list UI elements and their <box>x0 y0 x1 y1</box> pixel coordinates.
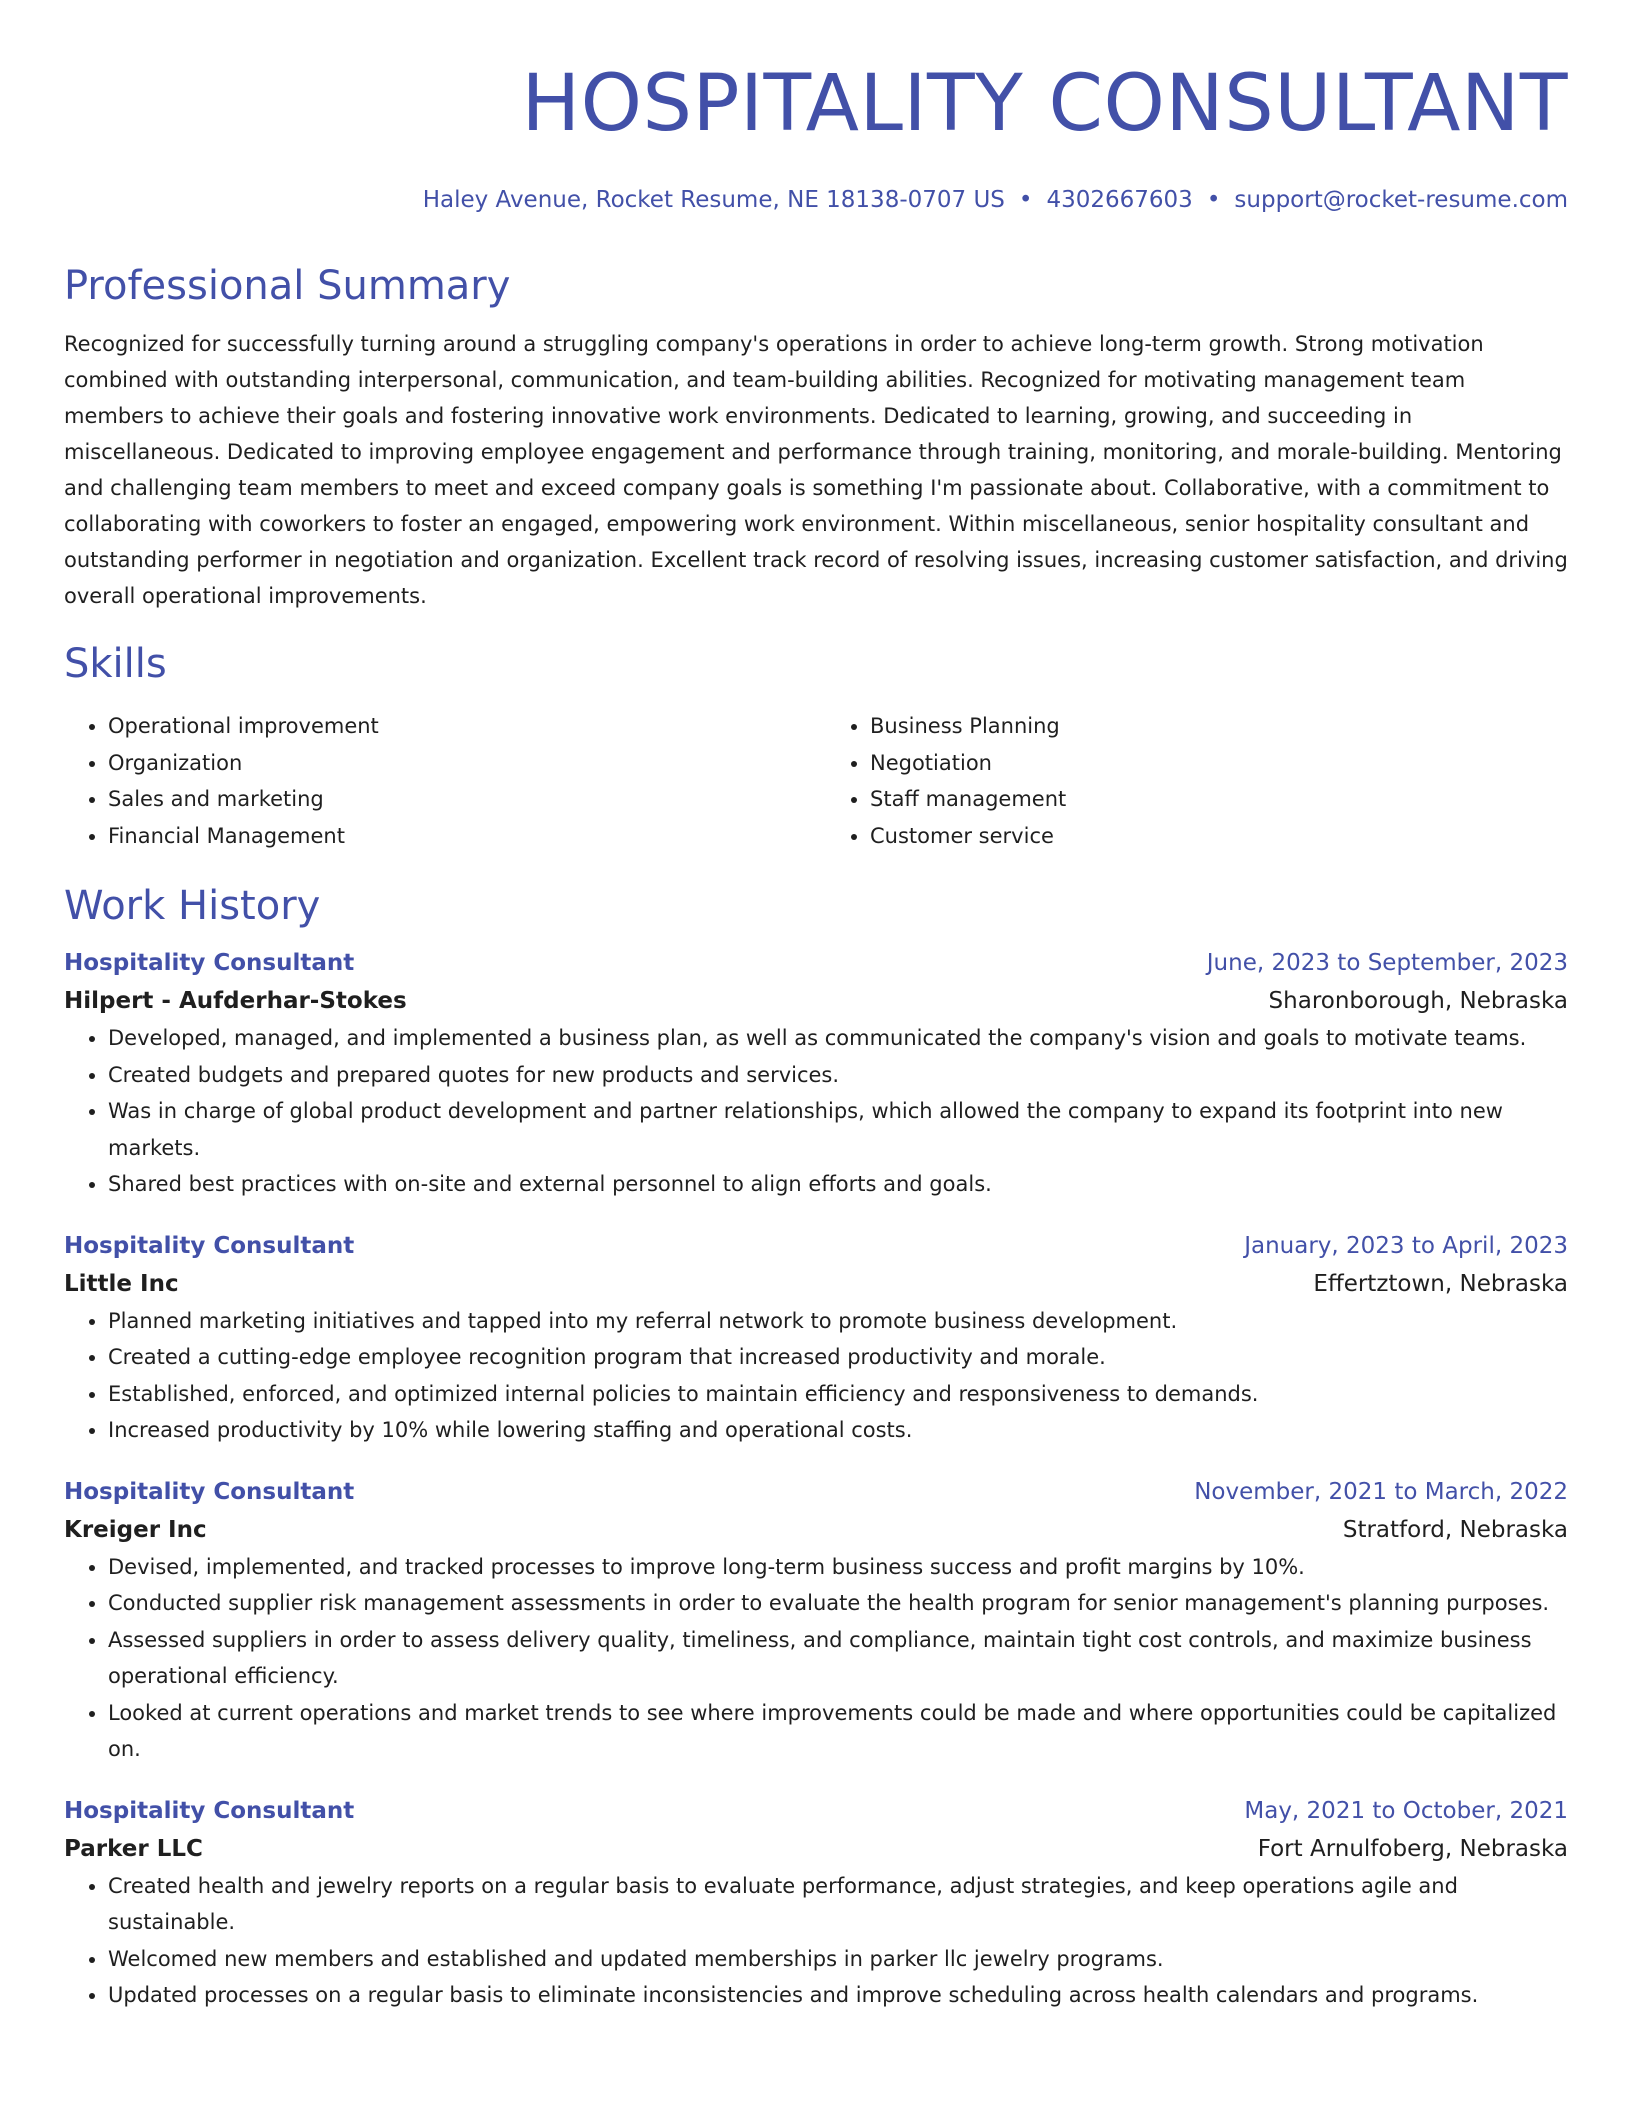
job-title: Hospitality Consultant <box>64 1797 355 1824</box>
skill-item: • Financial Management <box>108 818 806 855</box>
skill-item: • Organization <box>108 745 806 782</box>
summary-text: Recognized for successfully turning around a struggling company's operations in order to achieve long-term growth. Strong motivation combined with outstanding interpersonal, communication, and team-building abilities. Recognized for motivating management team members to achieve their goals and fostering innovative work environments. Dedicated to learning, growing, and succeeding in miscellaneous. Dedicated to improving employee engagement and performance through training, monitoring, and morale-building. Mentoring and challenging team members to meet and exceed company goals is something I'm passionate about. Collaborative, with a commitment to collaborating with coworkers to foster an engaged, empowering work environment. Within miscellaneous, senior hospitality consultant and outstanding performer in negotiation and organization. Excellent track record of resolving issues, increasing customer satisfaction, and driving overall operational improvements. <box>64 332 1568 608</box>
contact-separator: • <box>1018 187 1033 213</box>
skill-item: • Negotiation <box>870 745 1568 782</box>
resume-name: HOSPITALITY CONSULTANT <box>521 59 1568 149</box>
job-bullets <box>64 1020 1568 1203</box>
contact-email: support@rocket-resume.com <box>1234 187 1568 213</box>
job-location: Fort Arnulfoberg, Nebraska <box>1257 1835 1568 1862</box>
job-dates: June, 2023 to September, 2023 <box>1206 950 1568 976</box>
job-bullet: • Updated processes on a regular basis to eliminate inconsistencies and improve scheduling across health calendars and programs. <box>108 1977 1568 2014</box>
job-bullet: • Assessed suppliers in order to assess delivery quality, timeliness, and compliance, maintain tight cost controls, and maximize business operational efficiency. <box>108 1622 1568 1695</box>
job-title: Hospitality Consultant <box>64 1478 355 1505</box>
job-bullet: • Created health and jewelry reports on a regular basis to evaluate performance, adjust strategies, and keep operations agile and sustainable. <box>108 1868 1568 1941</box>
job-bullet: • Looked at current operations and market trends to see where improvements could be made and where opportunities could be capitalized on. <box>108 1695 1568 1768</box>
job-header <box>64 1473 1568 1511</box>
job-header <box>64 944 1568 982</box>
job-bullet: • Devised, implemented, and tracked processes to improve long-term business success and profit margins by 10%. <box>108 1549 1568 1586</box>
job-company: Parker LLC <box>64 1835 203 1862</box>
skill-item: • Operational improvement <box>108 708 806 745</box>
job-bullet: • Increased productivity by 10% while lowering staffing and operational costs. <box>108 1412 1568 1449</box>
skill-item: • Business Planning <box>870 708 1568 745</box>
job-location: Stratford, Nebraska <box>1342 1516 1568 1543</box>
job-entry <box>64 1792 1568 2014</box>
job-bullet: • Welcomed new members and established and updated memberships in parker llc jewelry programs. <box>108 1941 1568 1978</box>
job-bullet: • Developed, managed, and implemented a business plan, as well as communicated the company's vision and goals to motivate teams. <box>108 1020 1568 1057</box>
skill-item: • Customer service <box>870 818 1568 855</box>
job-title: Hospitality Consultant <box>64 950 355 976</box>
summary-heading: Professional Summary <box>64 263 511 309</box>
job-bullet: • Planned marketing initiatives and tapped into my referral network to promote business development. <box>108 1303 1568 1340</box>
job-header <box>64 1792 1568 1830</box>
job-company: Hilpert - Aufderhar-Stokes <box>64 988 407 1014</box>
job-dates: November, 2021 to March, 2022 <box>1194 1478 1568 1505</box>
job-bullets <box>64 1868 1568 2014</box>
job-subheader <box>64 982 1568 1020</box>
job-subheader <box>64 1511 1568 1549</box>
job-location: Sharonborough, Nebraska <box>1268 988 1568 1014</box>
job-title: Hospitality Consultant <box>64 1232 355 1259</box>
skill-item: • Sales and marketing <box>108 781 806 818</box>
job-bullet: • Created budgets and prepared quotes for new products and services. <box>108 1057 1568 1094</box>
work-history-heading: Work History <box>64 883 321 929</box>
job-bullet: • Shared best practices with on-site and external personnel to align efforts and goals. <box>108 1166 1568 1203</box>
job-bullet: • Conducted supplier risk management assessments in order to evaluate the health program for senior management's planning purposes. <box>108 1585 1568 1622</box>
job-dates: January, 2023 to April, 2023 <box>1244 1232 1568 1259</box>
job-subheader <box>64 1265 1568 1303</box>
job-bullets <box>64 1549 1568 1768</box>
skills-list-left <box>64 708 806 854</box>
job-bullet: • Established, enforced, and optimized internal policies to maintain efficiency and responsiveness to demands. <box>108 1376 1568 1413</box>
resume-page <box>64 0 1568 2014</box>
job-entry <box>64 1473 1568 1768</box>
contact-line <box>64 184 1568 216</box>
skills-heading: Skills <box>64 641 167 687</box>
skill-item: • Staff management <box>870 781 1568 818</box>
skills-grid <box>64 708 1568 854</box>
job-bullets <box>64 1303 1568 1449</box>
contact-phone: 4302667603 <box>1046 187 1193 213</box>
contact-address: Haley Avenue, Rocket Resume, NE 18138-0707 US <box>422 187 1005 213</box>
job-subheader <box>64 1830 1568 1868</box>
job-entry <box>64 1227 1568 1449</box>
job-company: Little Inc <box>64 1270 179 1297</box>
contact-separator: • <box>1206 187 1221 213</box>
job-dates: May, 2021 to October, 2021 <box>1244 1797 1568 1824</box>
job-bullet: • Was in charge of global product development and partner relationships, which allowed the company to expand its footprint into new markets. <box>108 1093 1568 1166</box>
job-company: Kreiger Inc <box>64 1516 207 1543</box>
job-bullet: • Created a cutting-edge employee recognition program that increased productivity and morale. <box>108 1339 1568 1376</box>
job-entry <box>64 944 1568 1203</box>
job-header <box>64 1227 1568 1265</box>
job-location: Effertztown, Nebraska <box>1313 1270 1568 1297</box>
skills-list-right <box>826 708 1568 854</box>
